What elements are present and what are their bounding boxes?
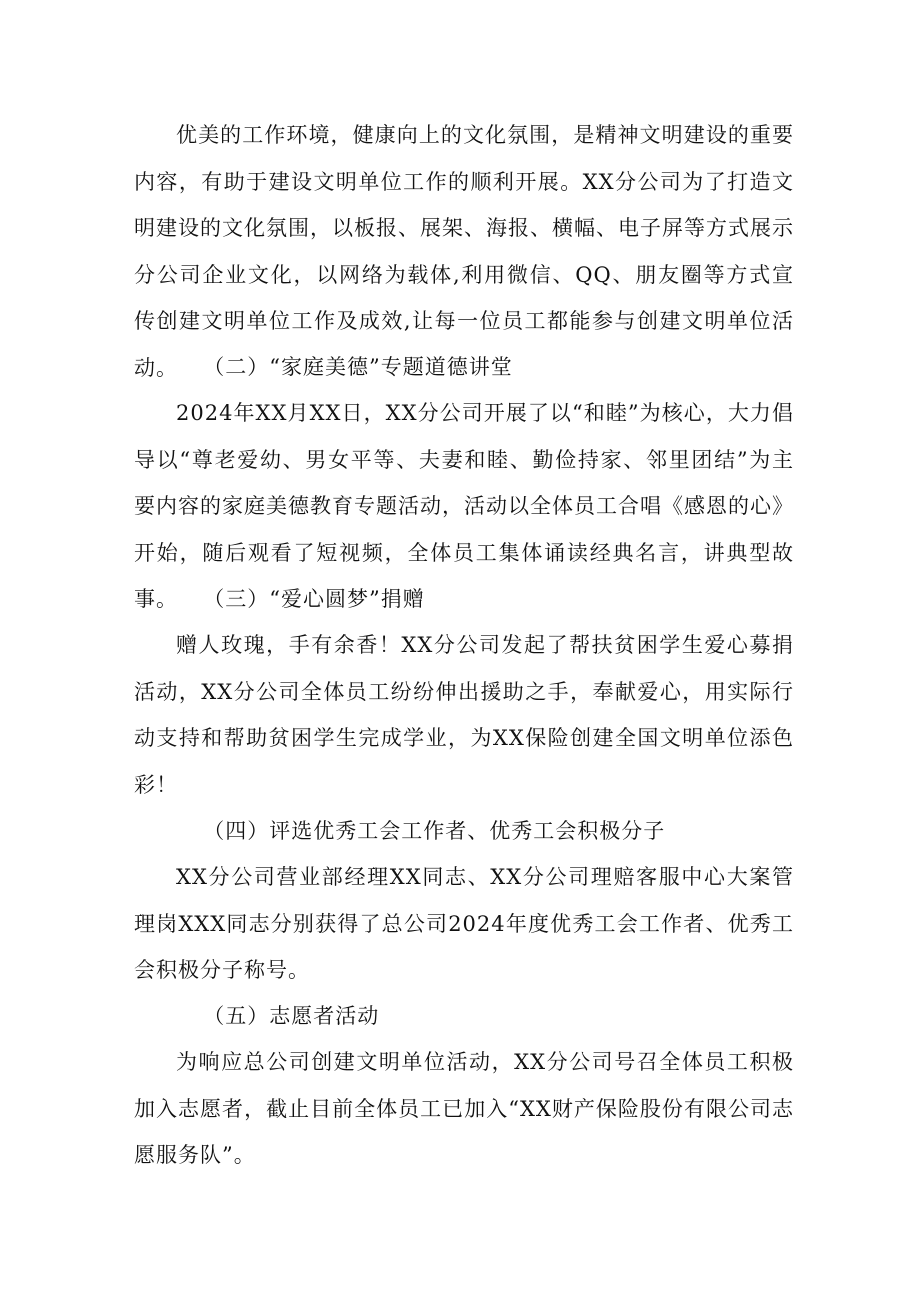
paragraph-text: XX分公司营业部经理XX同志、XX分公司理赔客服中心大案管理岗XXX同志分别获得了总公司2024年度优秀工会工作者、优秀工会积极分子称号。 xyxy=(134,865,794,982)
heading-text: （二）“家庭美德”专题道德讲堂 xyxy=(203,355,513,379)
section-heading-family-virtue xyxy=(134,344,794,391)
paragraph-text: 赠人玫瑰，手有余香！XX分公司发起了帮扶贫困学生爱心募捐活动，XX分公司全体员工纷纷伸出援助之手，奉献爱心，用实际行动支持和帮助贫困学生完成学业，为XX保险创建全国文明单位添色彩！ xyxy=(134,633,794,797)
paragraph-text: 2024年XX月XX日，XX分公司开展了以“和睦”为核心，大力倡导以“尊老爱幼、男女平等、夫妻和睦、勤俭持家、邻里团结”为主要内容的家庭美德教育专题活动，活动以全体员工合唱《感恩的心》开始，随后观看了短视频，全体员工集体诵读经典名言，讲典型故事。 xyxy=(134,401,794,611)
heading-text: （三）“爱心圆梦”捐赠 xyxy=(203,587,425,611)
charity-paragraph xyxy=(134,622,794,808)
awards-paragraph xyxy=(134,854,794,994)
heading-text: （五）志愿者活动 xyxy=(203,1004,380,1028)
paragraph-text: 为响应总公司创建文明单位活动，XX分公司号召全体员工积极加入志愿者，截止目前全体员工已加入“XX财产保险股份有限公司志愿服务队”。 xyxy=(134,1050,794,1167)
section-heading-volunteers xyxy=(134,993,794,1040)
heading-text: （四）评选优秀工会工作者、优秀工会积极分子 xyxy=(203,819,666,843)
volunteers-paragraph xyxy=(134,1039,794,1179)
section-heading-charity xyxy=(134,576,794,623)
paragraph-text: 优美的工作环境，健康向上的文化氛围，是精神文明建设的重要内容，有助于建设文明单位工作的顺利开展。XX分公司为了打造文明建设的文化氛围，以板报、展架、海报、横幅、电子屏等方式展示分公司企业文化，以网络为载体,利用微信、QQ、朋友圈等方式宣传创建文明单位工作及成效,让每一位员工都能参与创建文明单位活动。 xyxy=(134,123,794,380)
section-heading-awards xyxy=(134,808,794,855)
